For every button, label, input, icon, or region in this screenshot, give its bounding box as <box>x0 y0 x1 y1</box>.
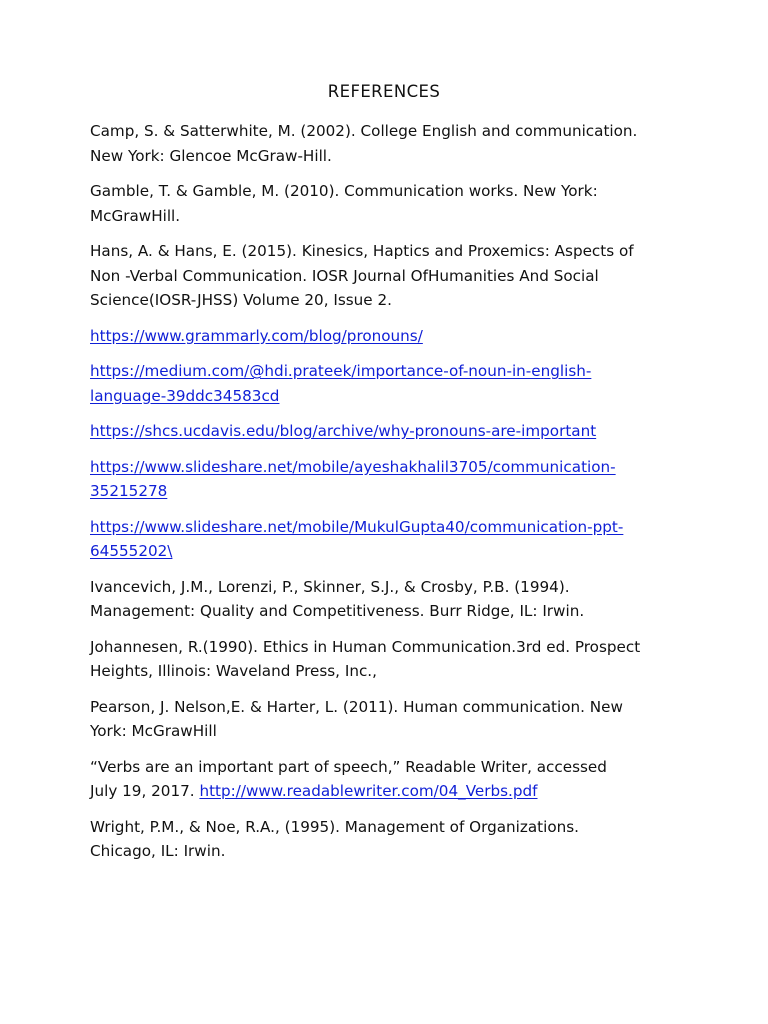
reference-line: Non -Verbal Communication. IOSR Journal OfHumanities And Social <box>90 266 599 285</box>
reference-entry-ivancevich <box>90 575 690 624</box>
readablewriter-link[interactable]: http://www.readablewriter.com/04_Verbs.pdf <box>199 782 538 800</box>
slideshare-mukul-link-continued[interactable]: 64555202\ <box>90 542 173 560</box>
reference-entry-ucdavis <box>90 419 690 444</box>
medium-link[interactable]: https://medium.com/@hdi.prateek/importance-of-noun-in-english- <box>90 362 592 380</box>
reference-line: Hans, A. & Hans, E. (2015). Kinesics, Haptics and Proxemics: Aspects of <box>90 242 634 260</box>
ucdavis-link[interactable]: https://shcs.ucdavis.edu/blog/archive/why-pronouns-are-important <box>90 422 597 440</box>
reference-line: Heights, Illinois: Waveland Press, Inc., <box>90 662 377 680</box>
reference-entry-pearson <box>90 695 690 744</box>
reference-line: Pearson, J. Nelson,E. & Harter, L. (2011). Human communication. New <box>90 697 623 716</box>
reference-entry-johannesen <box>90 635 690 684</box>
reference-entry-medium <box>90 359 690 408</box>
reference-line: Gamble, T. & Gamble, M. (2010). Communication works. New York: <box>90 182 598 200</box>
reference-entry-wright <box>90 815 690 864</box>
reference-line: Ivancevich, J.M., Lorenzi, P., Skinner, S.J., & Crosby, P.B. (1994). <box>90 577 570 596</box>
reference-line: Wright, P.M., & Noe, R.A., (1995). Management of Organizations. <box>90 817 579 836</box>
reference-entry-slideshare-mukul <box>90 515 690 564</box>
reference-entry-gamble <box>90 179 690 228</box>
reference-line: Johannesen, R.(1990). Ethics in Human Communication.3rd ed. Prospect <box>90 637 641 656</box>
reference-line: Chicago, IL: Irwin. <box>90 842 226 860</box>
reference-entry-camp <box>90 119 690 168</box>
reference-list <box>90 119 690 875</box>
medium-link-continued[interactable]: language-39ddc34583cd <box>90 386 280 405</box>
slideshare-ayesha-link[interactable]: https://www.slideshare.net/mobile/ayeshakhalil3705/communication- <box>90 457 616 476</box>
reference-line: New York: Glencoe McGraw-Hill. <box>90 146 332 165</box>
reference-line: Science(IOSR-JHSS) Volume 20, Issue 2. <box>90 291 392 309</box>
reference-line: “Verbs are an important part of speech,” Readable Writer, accessed <box>90 757 607 776</box>
reference-line-text: July 19, 2017. <box>90 782 200 800</box>
reference-line: Camp, S. & Satterwhite, M. (2002). College English and communication. <box>90 122 638 140</box>
reference-entry-hans <box>90 239 690 313</box>
slideshare-mukul-link[interactable]: https://www.slideshare.net/mobile/MukulGupta40/communication-ppt- <box>90 517 624 536</box>
reference-entry-slideshare-ayesha <box>90 455 690 504</box>
reference-entry-readable-writer <box>90 755 690 804</box>
reference-line: McGrawHill. <box>90 206 181 225</box>
reference-line: Management: Quality and Competitiveness. Burr Ridge, IL: Irwin. <box>90 602 585 620</box>
reference-entry-grammarly <box>90 324 690 349</box>
reference-line: York: McGrawHill <box>90 722 217 740</box>
slideshare-ayesha-link-continued[interactable]: 35215278 <box>90 482 168 500</box>
grammarly-link[interactable]: https://www.grammarly.com/blog/pronouns/ <box>90 326 423 345</box>
page-title: REFERENCES <box>327 82 441 101</box>
